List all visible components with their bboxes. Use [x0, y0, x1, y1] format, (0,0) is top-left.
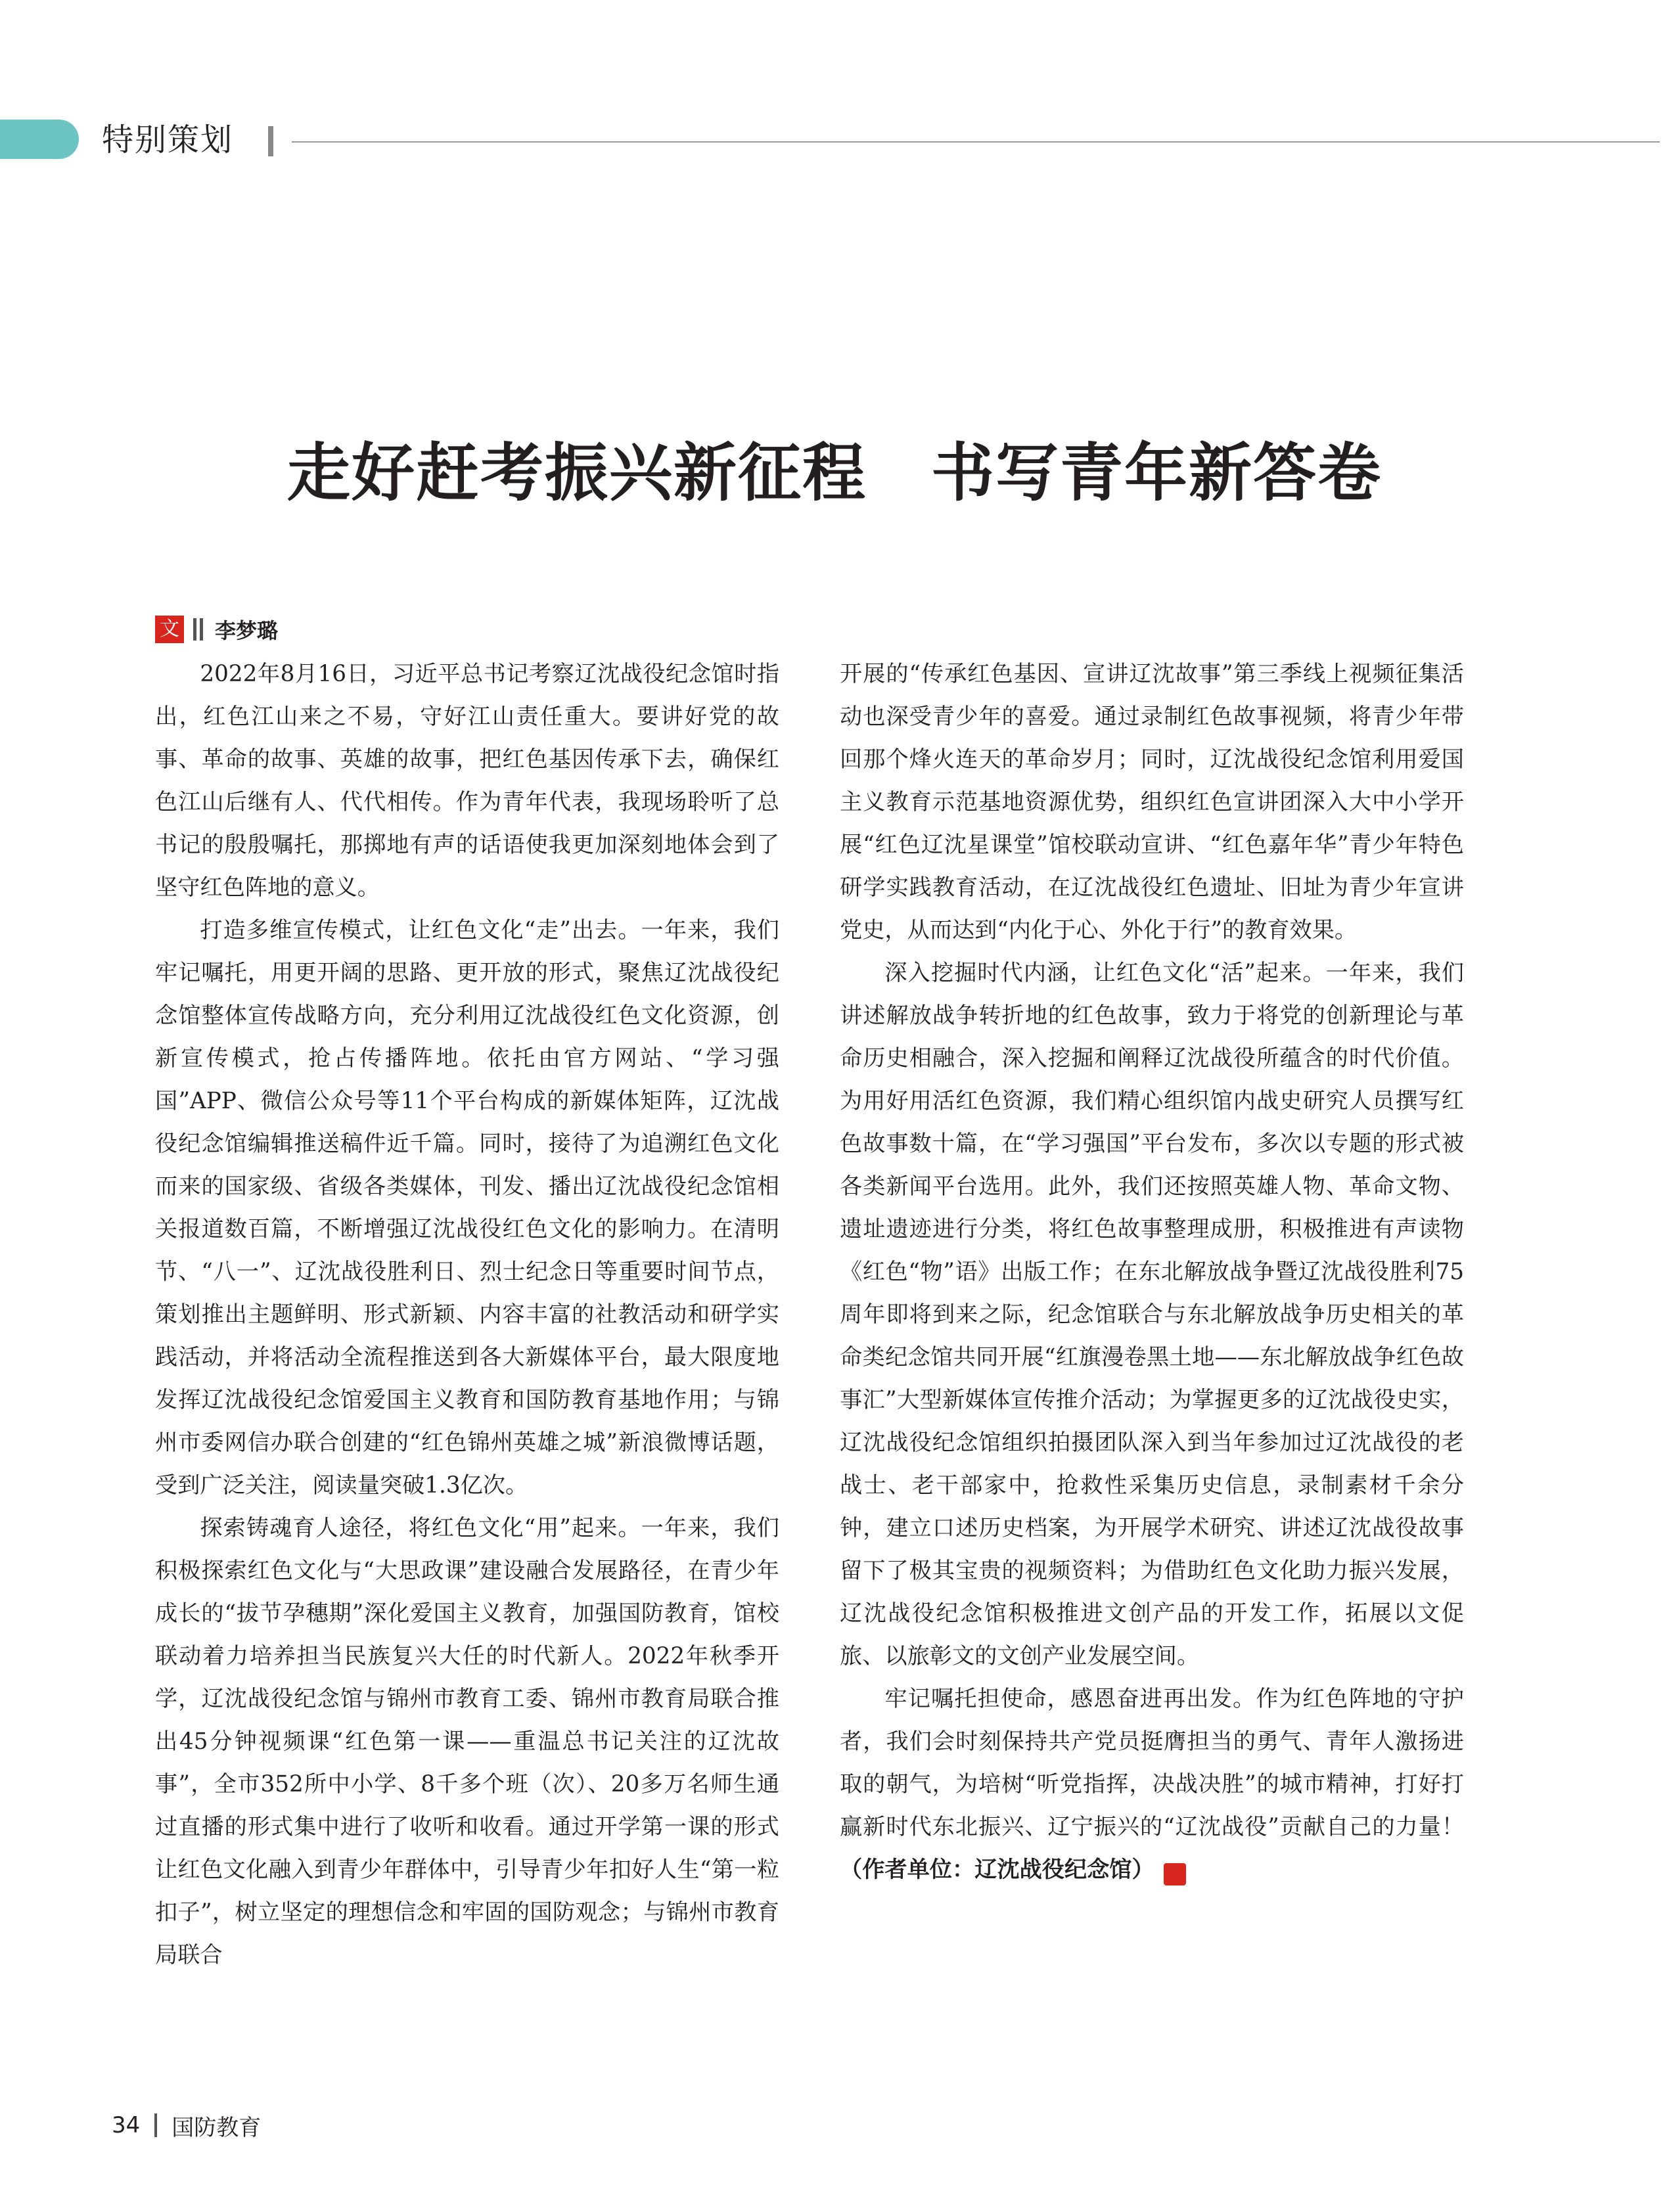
page-number: 34 — [112, 2112, 141, 2138]
section-label: 特别策划 — [102, 122, 234, 158]
article-title: 走好赶考振兴新征程 书写青年新答卷 — [287, 436, 1382, 510]
byline — [155, 614, 278, 645]
paragraph: 深入挖掘时代内涵，让红色文化“活”起来。一年来，我们讲述解放战争转折地的红色故事，致力于将党的创新理论与革命历史相融合，深入挖掘和阐释辽沈战役所蕴含的时代价值。为用好用活红色资源，我们精心组织馆内战史研究人员撰写红色故事数十篇，在“学习强国”平台发布，多次以专题的形式被各类新闻平台选用。此外，我们还按照英雄人物、革命文物、遗址遗迹进行分类，将红色故事整理成册，积极推进有声读物《红色“物”语》出版工作；在东北解放战争暨辽沈战役胜利75周年即将到来之际，纪念馆联合与东北解放战争历史相关的革命类纪念馆共同开展“红旗漫卷黑土地——东北解放战争红色故事汇”大型新媒体宣传推介活动；为掌握更多的辽沈战役史实，辽沈战役纪念馆组织拍摄团队深入到当年参加过辽沈战役的老战士、老干部家中，抢救性采集历史信息，录制素材千余分钟，建立口述历史档案，为开展学术研究、讲述辽沈战役故事留下了极其宝贵的视频资料；为借助红色文化助力振兴发展，辽沈战役纪念馆积极推进文创产品的开发工作，拓展以文促旅、以旅彰文的文创产业发展空间。 — [840, 960, 1464, 1669]
paragraph: 打造多维宣传模式，让红色文化“走”出去。一年来，我们牢记嘱托，用更开阔的思路、更开放的形式，聚焦辽沈战役纪念馆整体宣传战略方向，充分利用辽沈战役红色文化资源，创新宣传模式，抢占传播阵地。依托由官方网站、“学习强国”APP、微信公众号等11个平台构成的新媒体矩阵，辽沈战役纪念馆编辑推送稿件近千篇。同时，接待了为追溯红色文化而来的国家级、省级各类媒体，刊发、播出辽沈战役纪念馆相关报道数百篇，不断增强辽沈战役红色文化的影响力。在清明节、“八一”、辽沈战役胜利日、烈士纪念日等重要时间节点，策划推出主题鲜明、形式新颖、内容丰富的社教活动和研学实践活动，并将活动全流程推送到各大新媒体平台，最大限度地发挥辽沈战役纪念馆爱国主义教育和国防教育基地作用；与锦州市委网信办联合创建的“红色锦州英雄之城”新浪微博话题，受到广泛关注，阅读量突破1.3亿次。 — [155, 917, 779, 1499]
magazine-name: 国防教育 — [171, 2114, 262, 2141]
header-rule — [292, 141, 1660, 143]
right-column — [840, 653, 1464, 1891]
page-footer — [112, 2109, 261, 2142]
closing-text: 牢记嘱托担使命，感恩奋进再出发。作为红色阵地的守护者，我们会时刻保持共产党员挺膺担当的勇气、青年人激扬进取的朝气，为培树“听党指挥，决战决胜”的城市精神，打好打赢新时代东北振兴、辽宁振兴的“辽沈战役”贡献自己的力量！ — [840, 1686, 1464, 1840]
left-column — [155, 653, 779, 1977]
byline-divider — [193, 618, 203, 641]
paragraph: 探索铸魂育人途径，将红色文化“用”起来。一年来，我们积极探索红色文化与“大思政课”建设融合发展路径，在青少年成长的“拔节孕穗期”深化爱国主义教育，加强国防教育，馆校联动着力培养担当民族复兴大任的时代新人。2022年秋季开学，辽沈战役纪念馆与锦州市教育工委、锦州市教育局联合推出45分钟视频课“红色第一课——重温总书记关注的辽沈故事”，全市352所中小学、8千多个班（次）、20多万名师生通过直播的形式集中进行了收听和收看。通过开学第一课的形式让红色文化融入到青少年群体中，引导青少年扣好人生“第一粒扣子”，树立坚定的理想信念和牢固的国防观念；与锦州市教育局联合 — [155, 1515, 779, 1968]
author-name: 李梦璐 — [215, 618, 279, 643]
byline-tag: 文 — [155, 616, 184, 643]
author-affiliation: （作者单位：辽沈战役纪念馆） — [840, 1857, 1155, 1883]
section-divider — [268, 126, 273, 156]
paragraph-continuation: 开展的“传承红色基因、宣讲辽沈故事”第三季线上视频征集活动也深受青少年的喜爱。通过录制红色故事视频，将青少年带回那个烽火连天的革命岁月；同时，辽沈战役纪念馆利用爱国主义教育示范基地资源优势，组织红色宣讲团深入大中小学开展“红色辽沈星课堂”馆校联动宣讲、“红色嘉年华”青少年特色研学实践教育活动，在辽沈战役红色遗址、旧址为青少年宣讲党史，从而达到“内化于心、外化于行”的教育效果。 — [840, 661, 1464, 943]
section-tab-marker — [0, 120, 79, 159]
paragraph: 2022年8月16日，习近平总书记考察辽沈战役纪念馆时指出，红色江山来之不易，守好江山责任重大。要讲好党的故事、革命的故事、英雄的故事，把红色基因传承下去，确保红色江山后继有人、代代相传。作为青年代表，我现场聆听了总书记的殷殷嘱托，那掷地有声的话语使我更加深刻地体会到了坚守红色阵地的意义。 — [155, 661, 779, 901]
paragraph-closing — [840, 1678, 1464, 1891]
end-mark-logo: G — [1164, 1863, 1186, 1885]
footer-divider — [154, 2113, 157, 2137]
